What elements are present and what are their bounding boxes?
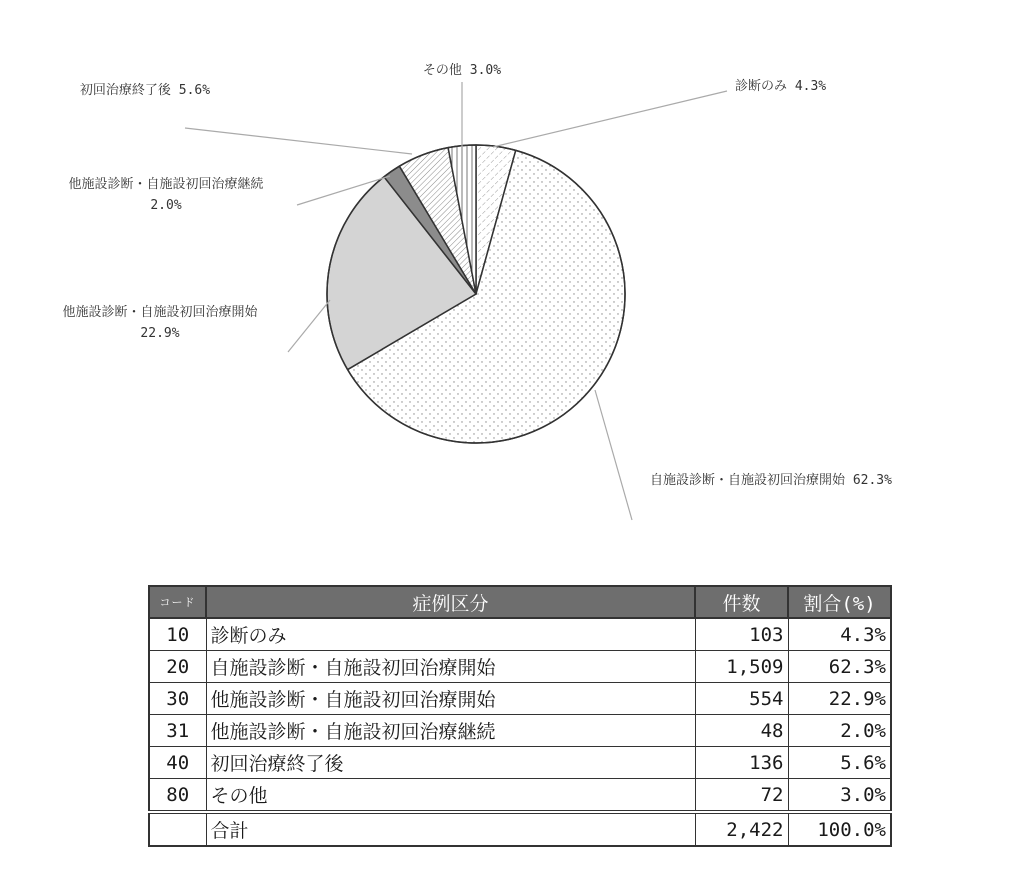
row-count: 72 — [695, 779, 788, 813]
pie-slices — [327, 145, 625, 443]
row-percent: 2.0% — [788, 715, 891, 747]
slice-label-20: 自施設診断・自施設初回治療開始 62.3% — [650, 473, 892, 488]
row-category: 自施設診断・自施設初回治療開始 — [206, 651, 695, 683]
header-code: コード — [149, 586, 206, 618]
table-row — [149, 715, 891, 747]
row-code: 40 — [149, 747, 206, 779]
row-count: 48 — [695, 715, 788, 747]
header-percent: 割合(%) — [788, 586, 891, 618]
slice-label-30: 22.9% — [140, 326, 180, 341]
slice-label-30: 他施設診断・自施設初回治療開始 — [62, 305, 258, 320]
table-row — [149, 747, 891, 779]
table-total-row — [149, 812, 891, 846]
row-percent: 3.0% — [788, 779, 891, 813]
table-row — [149, 618, 891, 651]
row-code: 31 — [149, 715, 206, 747]
case-table — [148, 585, 892, 847]
total-count: 2,422 — [695, 812, 788, 846]
row-percent: 4.3% — [788, 618, 891, 651]
row-code: 80 — [149, 779, 206, 813]
leader-line-30 — [288, 300, 330, 352]
row-code: 10 — [149, 618, 206, 651]
total-percent: 100.0% — [788, 812, 891, 846]
row-count: 1,509 — [695, 651, 788, 683]
row-percent: 22.9% — [788, 683, 891, 715]
slice-label-31: 他施設診断・自施設初回治療継続 — [68, 177, 264, 192]
table-row — [149, 683, 891, 715]
row-category: 初回治療終了後 — [206, 747, 695, 779]
total-category: 合計 — [206, 812, 695, 846]
header-category: 症例区分 — [206, 586, 695, 618]
row-category: その他 — [206, 779, 695, 813]
row-percent: 5.6% — [788, 747, 891, 779]
row-count: 554 — [695, 683, 788, 715]
slice-label-10: 診断のみ 4.3% — [735, 79, 827, 94]
row-category: 他施設診断・自施設初回治療継続 — [206, 715, 695, 747]
leader-line-10 — [493, 91, 727, 147]
row-percent: 62.3% — [788, 651, 891, 683]
slice-label-31: 2.0% — [150, 198, 182, 213]
leader-line-20 — [595, 390, 632, 520]
table-row — [149, 779, 891, 813]
header-count: 件数 — [695, 586, 788, 618]
row-category: 診断のみ — [206, 618, 695, 651]
slice-label-40: 初回治療終了後 5.6% — [79, 83, 211, 98]
table-header-row — [149, 586, 891, 618]
row-count: 136 — [695, 747, 788, 779]
row-category: 他施設診断・自施設初回治療開始 — [206, 683, 695, 715]
row-code: 20 — [149, 651, 206, 683]
table-row — [149, 651, 891, 683]
leader-line-40 — [185, 128, 412, 154]
slice-label-80: その他 3.0% — [422, 63, 502, 78]
row-count: 103 — [695, 618, 788, 651]
row-code: 30 — [149, 683, 206, 715]
total-code — [149, 812, 206, 846]
